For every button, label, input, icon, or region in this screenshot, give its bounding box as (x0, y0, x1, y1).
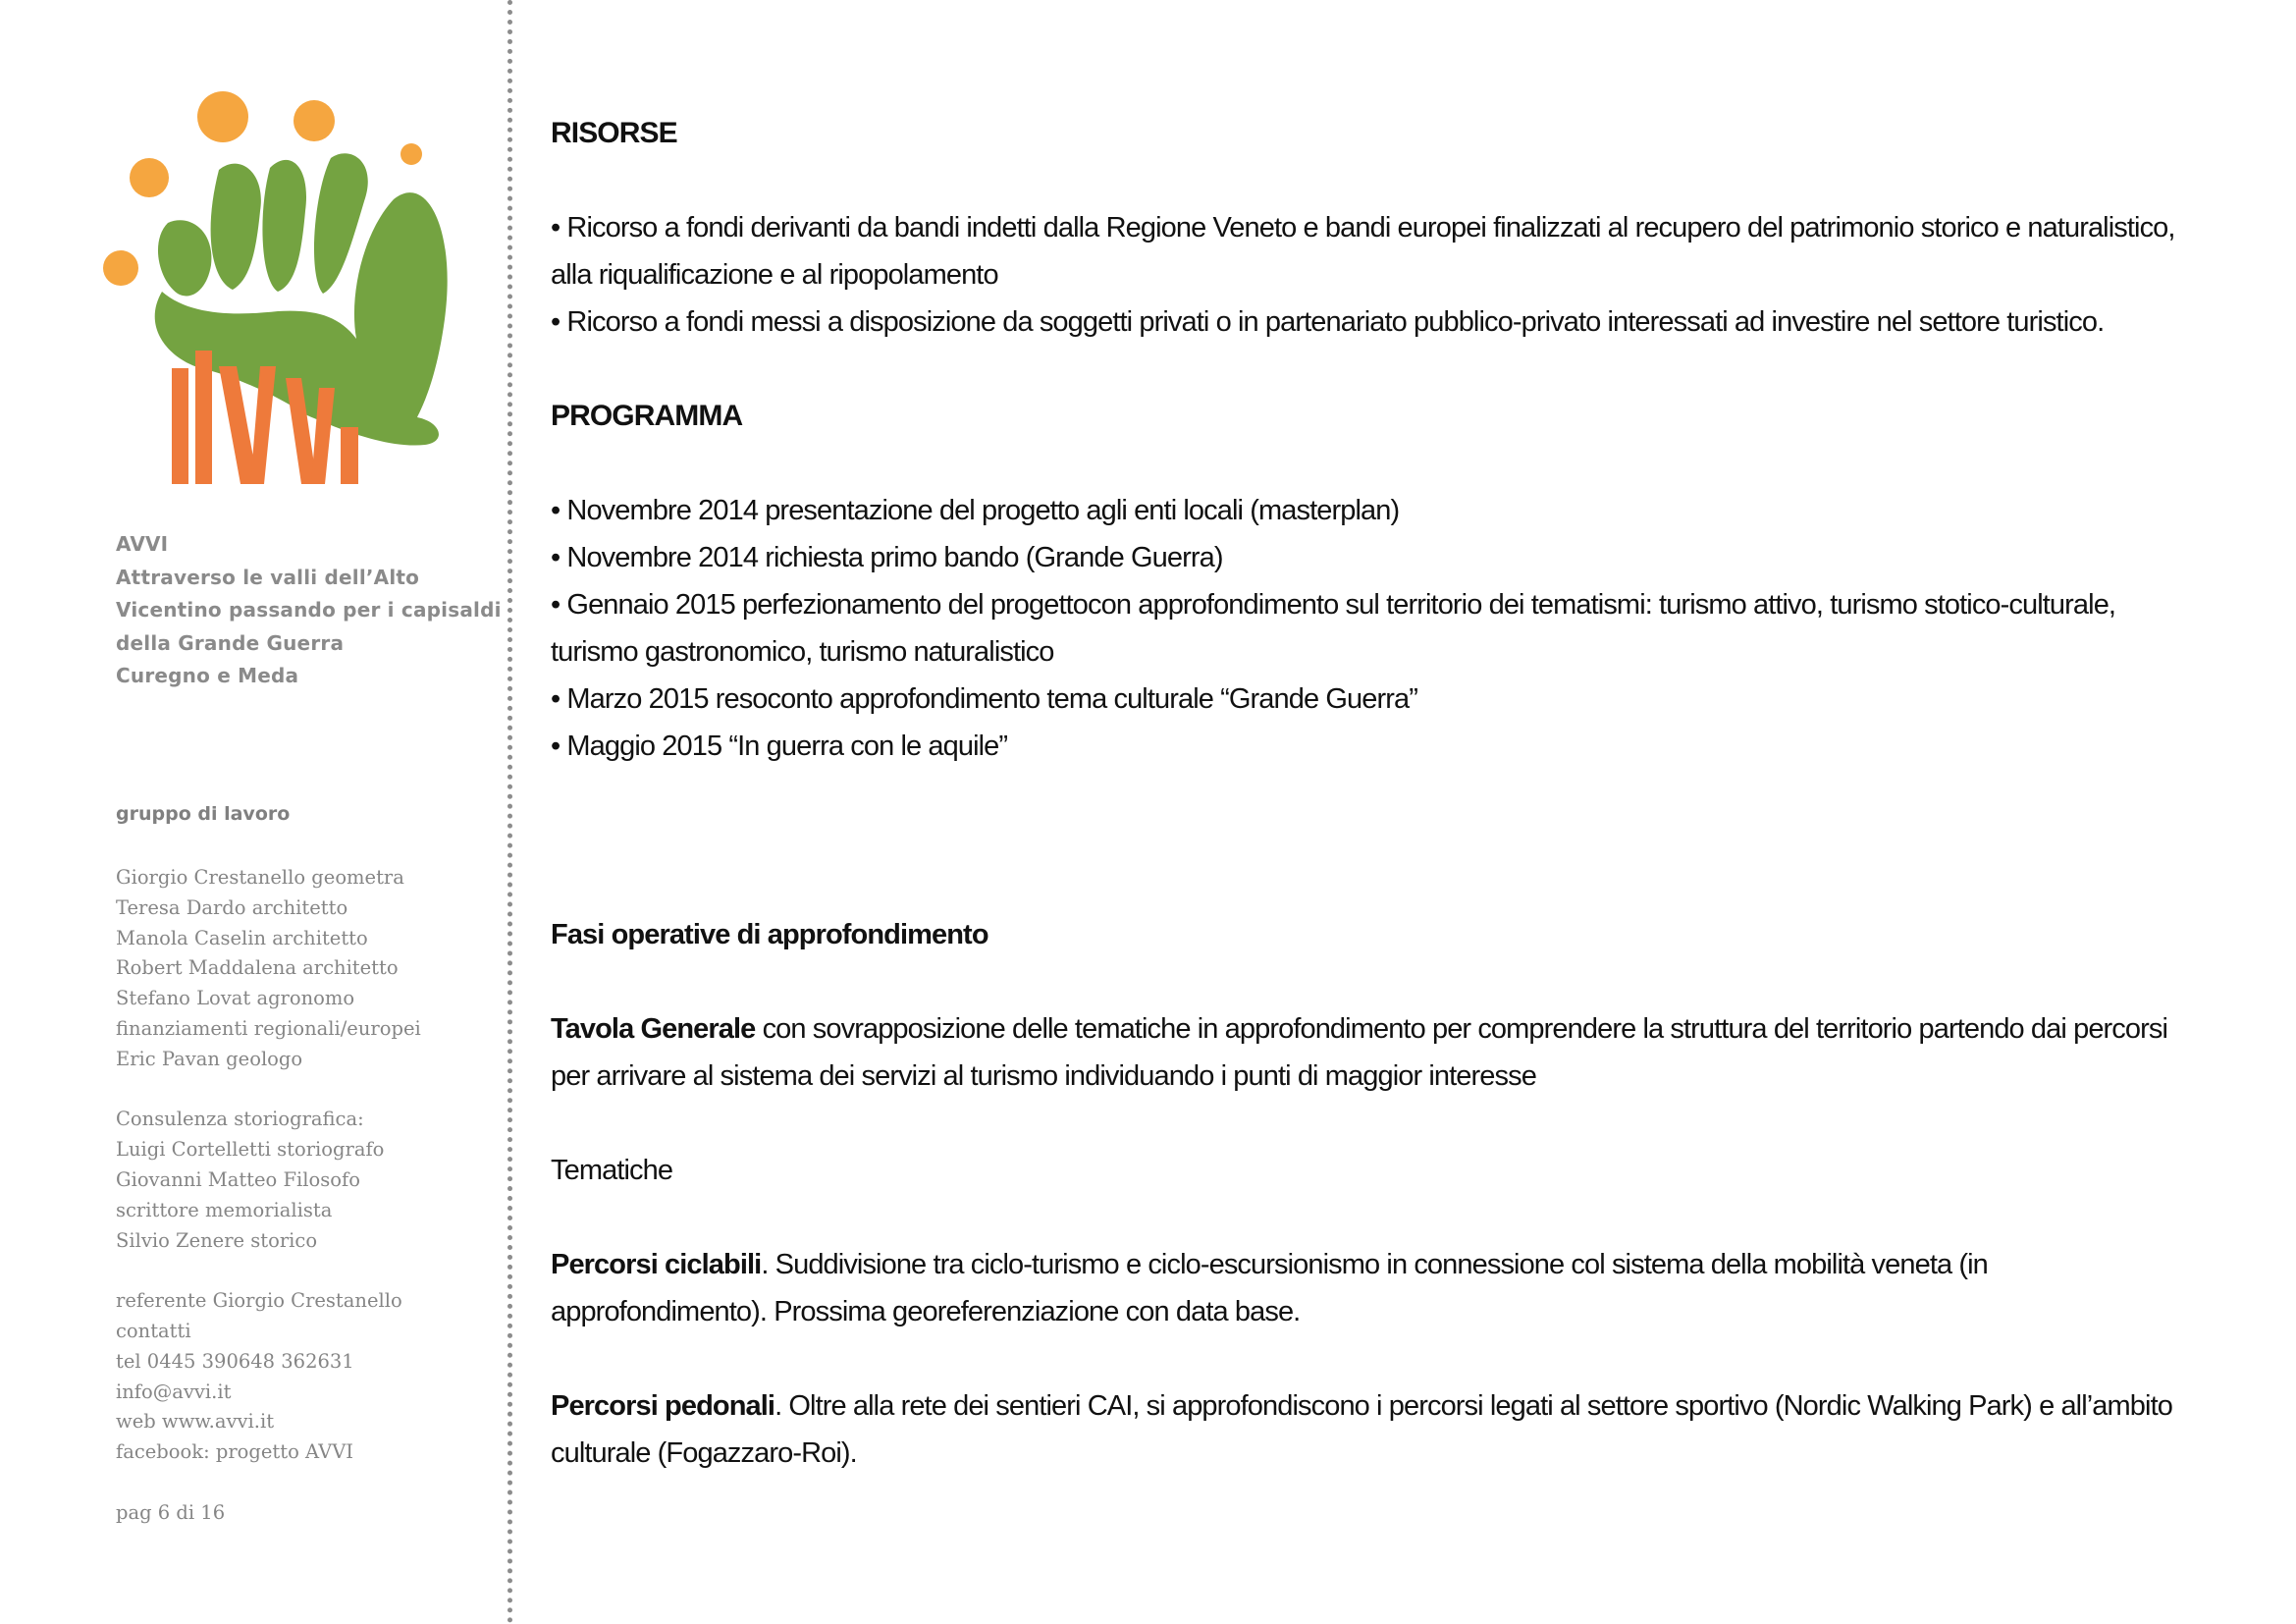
spacer (116, 1468, 508, 1498)
consulting-line: Giovanni Matteo Filosofo (116, 1167, 360, 1191)
percorsi-pedonali-label: Percorsi pedonali (551, 1390, 775, 1422)
contact-line: tel 0445 390648 362631 (116, 1349, 354, 1373)
spacer (116, 1256, 508, 1286)
tavola-generale-text: con sovrapposizione delle tematiche in approfondimento per comprendere la struttura del territorio partendo dai percorsi per arrivare al sistema dei servizi al turismo individuando i punti di maggior interesse (551, 1013, 2168, 1092)
team-member: Giorgio Crestanello geometra (116, 866, 404, 889)
team-member: Stefano Lovat agronomo (116, 987, 355, 1010)
contact-line: referente Giorgio Crestanello (116, 1289, 402, 1313)
risorse-item: • Ricorso a fondi derivanti da bandi indetti dalla Regione Veneto e bandi europei finalizzati al recupero del patrimonio storico e naturalistico, alla riqualificazione e al ripopolamento (551, 212, 2175, 291)
team-member: Manola Caselin architetto (116, 926, 368, 949)
spacer (116, 1075, 508, 1106)
contact-email[interactable]: info@avvi.it (116, 1380, 232, 1403)
tavola-generale-label: Tavola Generale (551, 1013, 756, 1045)
project-line: Attraverso le valli dell’Alto (116, 565, 420, 589)
tavola-generale-paragraph (551, 1005, 2180, 1100)
logo-finger (158, 220, 211, 296)
percorsi-pedonali-paragraph (551, 1382, 2180, 1477)
contact-facebook: facebook: progetto AVVI (116, 1440, 354, 1464)
dotted-divider (507, 0, 512, 1624)
tematiche-label: Tematiche (551, 1155, 673, 1186)
logo-dot (130, 158, 169, 197)
logo-dot (294, 100, 335, 141)
logo-dot (400, 143, 422, 165)
team-member: finanziamenti regionali/europei (116, 1016, 421, 1040)
programma-item: • Novembre 2014 presentazione del progetto agli enti locali (masterplan) (551, 495, 1400, 526)
team-member: Eric Pavan geologo (116, 1047, 303, 1070)
logo-finger (262, 160, 306, 292)
sidebar (0, 0, 501, 1624)
percorsi-ciclabili-label: Percorsi ciclabili (551, 1249, 762, 1280)
sidebar-info-list (116, 863, 508, 1529)
consulting-line: scrittore memorialista (116, 1198, 333, 1221)
programma-title: PROGRAMMA (551, 400, 743, 432)
team-heading: gruppo di lavoro (116, 803, 291, 825)
team-member: Teresa Dardo architetto (116, 895, 348, 919)
project-name: AVVI (116, 532, 169, 556)
percorsi-ciclabili-text: . Suddivisione tra ciclo-turismo e ciclo-escursionismo in connessione col sistema della mobilità veneta (in approfondimento). Prossima georeferenziazione con data base. (551, 1249, 1988, 1327)
consulting-line: Silvio Zenere storico (116, 1228, 318, 1252)
main-content (551, 110, 2180, 1477)
programma-item: • Novembre 2014 richiesta primo bando (Grande Guerra) (551, 542, 1223, 573)
risorse-item: • Ricorso a fondi messi a disposizione da soggetti privati o in partenariato pubblico-privato interessati ad investire nel settore turistico. (551, 306, 2105, 338)
project-line: Vicentino passando per i capisaldi (116, 598, 502, 622)
programma-item: • Marzo 2015 resoconto approfondimento tema culturale “Grande Guerra” (551, 683, 1417, 715)
project-line: della Grande Guerra (116, 630, 345, 655)
contact-website[interactable]: web www.avvi.it (116, 1410, 275, 1434)
percorsi-ciclabili-paragraph (551, 1241, 2180, 1335)
programma-item: • Maggio 2015 “In guerra con le aquile” (551, 731, 1008, 762)
fasi-title: Fasi operative di approfondimento (551, 919, 988, 950)
consulting-line: Consulenza storiografica: (116, 1108, 364, 1131)
consulting-line: Luigi Cortelletti storiografo (116, 1138, 385, 1162)
team-member: Robert Maddalena architetto (116, 956, 399, 980)
project-info (116, 528, 508, 693)
project-line: Curegno e Meda (116, 664, 299, 687)
logo-dot (197, 91, 248, 142)
programma-item: • Gennaio 2015 perfezionamento del progettocon approfondimento sul territorio dei tematismi: turismo attivo, turismo stotico-culturale, turismo gastronomico, turismo naturalistico (551, 589, 2116, 668)
logo-finger (211, 164, 261, 290)
percorsi-pedonali-text: . Oltre alla rete dei sentieri CAI, si approfondiscono i percorsi legati al settore sportivo (Nordic Walking Park) e all’ambito culturale (Fogazzaro-Roi). (551, 1390, 2172, 1469)
avvi-logo (93, 83, 461, 486)
logo-dot (103, 250, 138, 286)
page-number: pag 6 di 16 (116, 1500, 226, 1524)
risorse-title: RISORSE (551, 117, 677, 149)
contact-line: contatti (116, 1319, 191, 1342)
